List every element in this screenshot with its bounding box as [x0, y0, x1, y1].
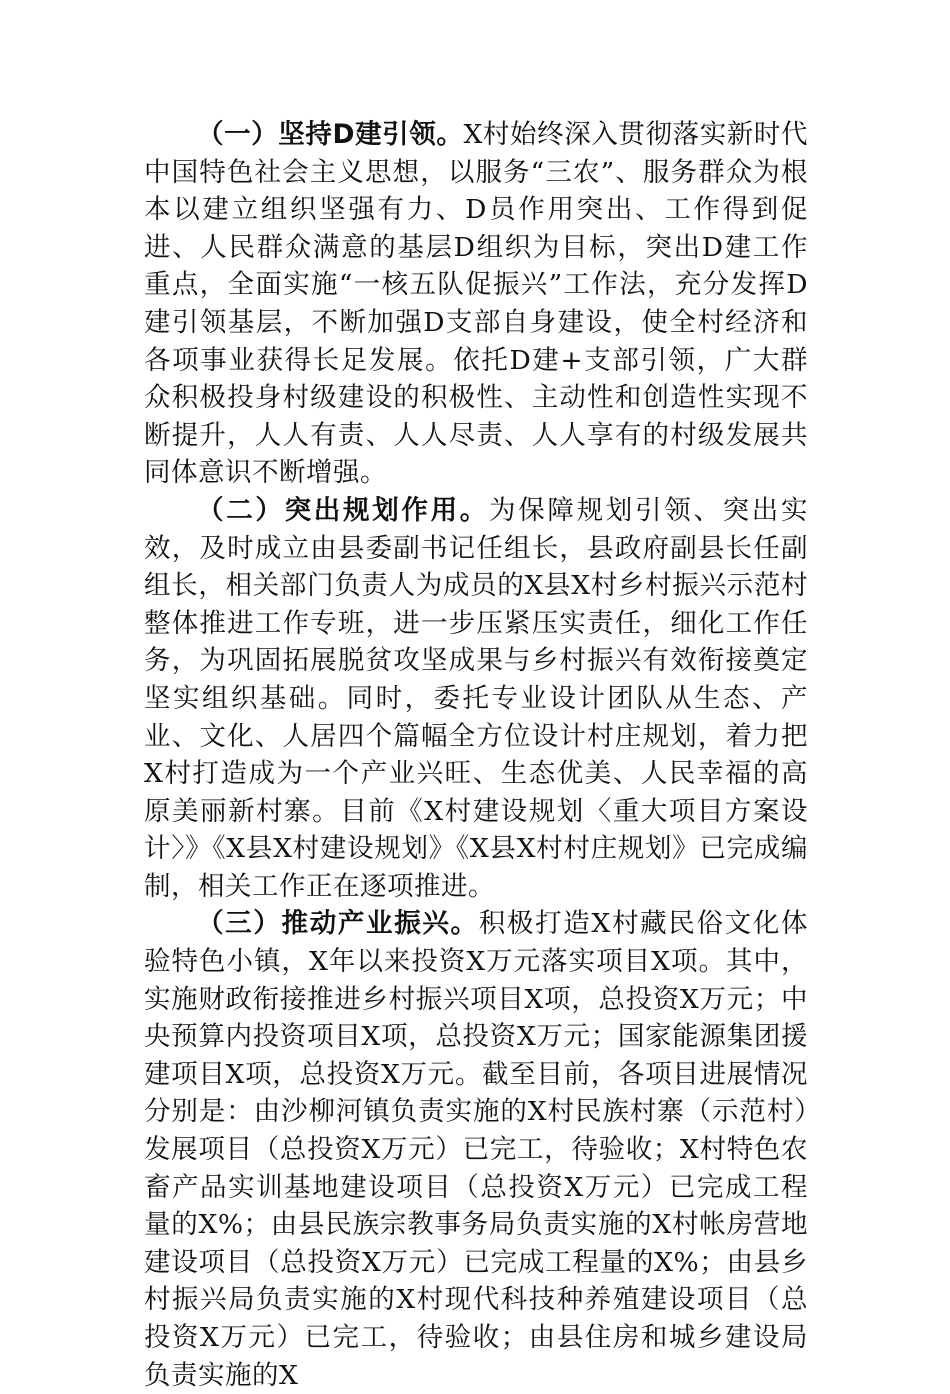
- paragraph-planning: [144, 492, 808, 906]
- paragraph-heading: （三）推动产业振兴。: [197, 908, 479, 940]
- paragraph-body: 积极打造X村藏民俗文化体验特色小镇，X年以来投资X万元落实项目X项。其中，实施财政衔接推进乡村振兴项目X项，总投资X万元；中央预算内投资项目X项，总投资X万元；国家能源集团援建项目X项，总投资X万元。截至目前，各项目进展情况分别是：由沙柳河镇负责实施的X村民族村寨（示范村）发展项目（总投资X万元）已完工，待验收；X村特色农畜产品实训基地建设项目（总投资X万元）已完成工程量的X%；由县民族宗教事务局负责实施的X村帐房营地建设项目（总投资X万元）已完成工程量的X%；由县乡村振兴局负责实施的X村现代科技种养殖建设项目（总投资X万元）已完工，待验收；由县住房和城乡建设局负责实施的X: [144, 908, 808, 1391]
- paragraph-heading: （二）突出规划作用。: [197, 494, 489, 526]
- paragraph-body: X村始终深入贯彻落实新时代中国特色社会主义思想，以服务“三农”、服务群众为根本以建立组织坚强有力、D员作用突出、工作得到促进、人民群众满意的基层D组织为目标，突出D建工作重点，全面实施“一核五队促振兴”工作法，充分发挥D建引领基层，不断加强D支部自身建设，使全村经济和各项事业获得长足发展。依托D建+支部引领，广大群众积极投身村级建设的积极性、主动性和创造性实现不断提升，人人有责、人人尽责、人人享有的村级发展共同体意识不断增强。: [144, 119, 808, 489]
- paragraph-party-building: [144, 116, 808, 492]
- document-page: [144, 116, 808, 1394]
- paragraph-heading: （一）坚持D建引领。: [197, 119, 464, 150]
- paragraph-body: 为保障规划引领、突出实效，及时成立由县委副书记任组长，县政府副县长任副组长，相关部门负责人为成员的X县X村乡村振兴示范村整体推进工作专班，进一步压紧压实责任，细化工作任务，为巩固拓展脱贫攻坚成果与乡村振兴有效衔接奠定坚实组织基础。同时，委托专业设计团队从生态、产业、文化、人居四个篇幅全方位设计村庄规划，着力把X村打造成为一个产业兴旺、生态优美、人民幸福的高原美丽新村寨。目前《X村建设规划〈重大项目方案设计〉》《X县X村建设规划》《X县X村村庄规划》已完成编制，相关工作正在逐项推进。: [144, 494, 808, 902]
- paragraph-industry: [144, 905, 808, 1394]
